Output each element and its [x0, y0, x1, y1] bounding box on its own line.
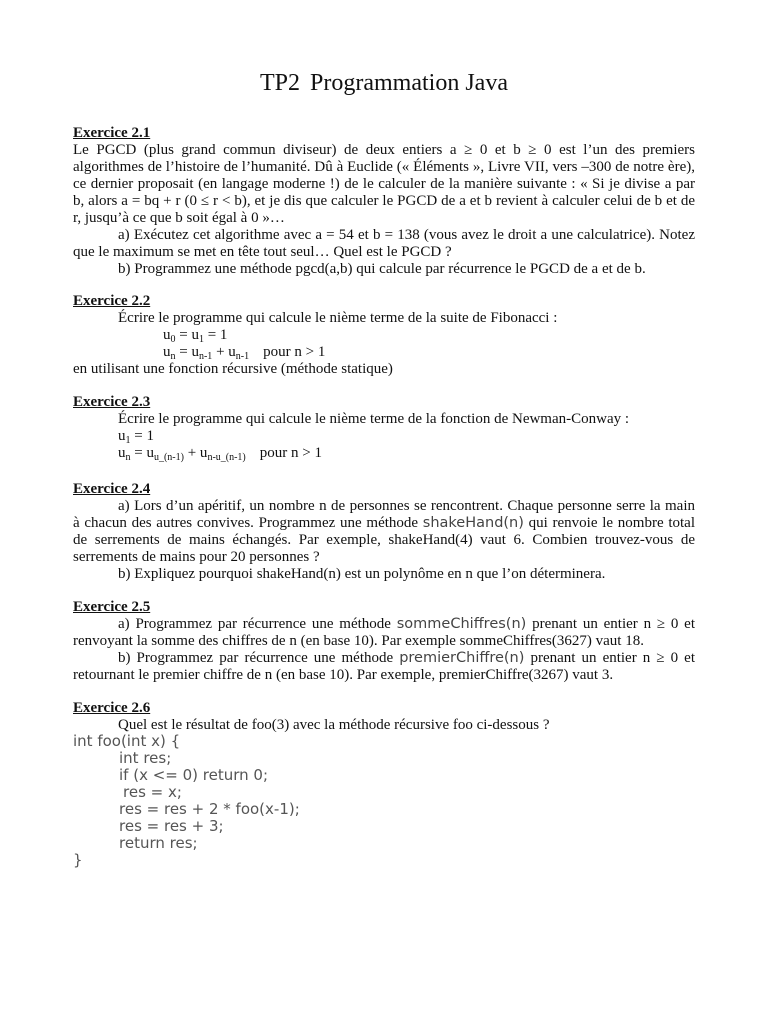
code-line: } — [73, 851, 83, 869]
exercise-heading: Exercice 2.6 — [73, 700, 151, 716]
question-b: b) Programmez une méthode pgcd(a,b) qui calcule par récurrence le PGCD de a et de b. — [118, 261, 646, 277]
formula-base: $u_0 = u_1 = 1$ — [163, 327, 228, 345]
exercise-intro: Écrire le programme qui calcule le nième terme de la suite de Fibonacci : — [118, 310, 558, 326]
exercise-2-5 — [73, 599, 695, 684]
exercise-2-1 — [73, 125, 695, 278]
question-b: b) Programmez par récurrence une méthode premierChiffre(n) prenant un entier n ≥ 0 et retournant le premier chiffre de n (en base 10). Par exemple, premierChiffre(3267) vaut 3. — [73, 650, 695, 683]
exercise-outro: en utilisant une fonction récursive (méthode statique) — [73, 361, 393, 377]
exercise-2-3 — [73, 394, 695, 462]
code-line: return res; — [119, 834, 198, 852]
inline-code: shakeHand(n) — [422, 515, 524, 531]
code-line: int res; — [119, 749, 172, 767]
formula-recurrence: $u_n = u_{u\_(n-1)} + u_{n-u\_(n-1)}$ pour n > 1 — [118, 445, 322, 463]
question-a: a) Lors d’un apéritif, un nombre n de personnes se rencontrent. Chaque personne serre la main à chacun des autres convives. Programmez une méthode shakeHand(n) qui renvoie le nombre total de serrements de mains échangés. Par exemple, shakeHand(4) vaut 6. Combien trouvez-vous de serrements de mains pour 20 personnes ? — [73, 498, 695, 565]
formula-condition: pour n > 1 — [259, 445, 322, 461]
formula-condition: pour n > 1 — [263, 344, 326, 360]
inline-code: sommeChiffres(n) — [396, 616, 527, 632]
code-line: res = res + 3; — [119, 817, 224, 835]
exercise-intro: Le PGCD (plus grand commun diviseur) de deux entiers a ≥ 0 et b ≥ 0 est l’un des premiers algorithmes de l’histoire de l’humanité. Dû à Euclide (« Éléments », Livre VII, vers –300 de notre ère), ce dernier proposait (en langage moderne !) de le calculer de la manière suivante : « Si je divise a par b, alors a = bq + r (0 ≤ r < b), et je dis que calculer le PGCD de a et b revient à calculer celui de b et de r, jusqu’à ce que b soit égal à 0 »… — [73, 142, 695, 226]
exercise-heading: Exercice 2.3 — [73, 394, 151, 410]
question-a: a) Exécutez cet algorithme avec a = 54 et b = 138 (vous avez le droit a une calculatrice). Notez que le maximum se met en tête tout seul… Quel est le PGCD ? — [73, 227, 695, 260]
code-line: res = x; — [123, 783, 182, 801]
code-line: res = res + 2 * foo(x-1); — [119, 800, 300, 818]
exercise-heading: Exercice 2.4 — [73, 481, 151, 497]
exercise-intro: Écrire le programme qui calcule le nième terme de la fonction de Newman-Conway : — [118, 411, 630, 427]
question-b: b) Expliquez pourquoi shakeHand(n) est un polynôme en n que l’on déterminera. — [118, 566, 606, 582]
code-line: if (x <= 0) return 0; — [119, 766, 269, 784]
exercise-heading: Exercice 2.1 — [73, 125, 151, 141]
exercise-intro: Quel est le résultat de foo(3) avec la méthode récursive foo ci-dessous ? — [118, 717, 550, 733]
exercise-2-6 — [73, 700, 695, 734]
formula-base: $u_1 = 1$ — [118, 428, 154, 446]
question-a: a) Programmez par récurrence une méthode sommeChiffres(n) prenant un entier n ≥ 0 et renvoyant la somme des chiffres de n (en base 10). Par exemple sommeChiffres(3627) vaut 18. — [73, 616, 695, 649]
code-listing — [73, 733, 573, 869]
exercise-heading: Exercice 2.5 — [73, 599, 151, 615]
exercise-2-2 — [73, 293, 695, 378]
exercise-heading: Exercice 2.2 — [73, 293, 151, 309]
inline-code: premierChiffre(n) — [399, 650, 525, 666]
formula-recurrence: $u_n = u_{n-1} + u_{n-1}$ pour n > 1 — [163, 344, 326, 362]
code-line: int foo(int x) { — [73, 732, 181, 750]
title-subject: Programmation Java — [310, 70, 508, 96]
page-title — [0, 68, 768, 98]
title-tp: TP2 — [260, 70, 301, 96]
exercise-2-4 — [73, 481, 695, 583]
